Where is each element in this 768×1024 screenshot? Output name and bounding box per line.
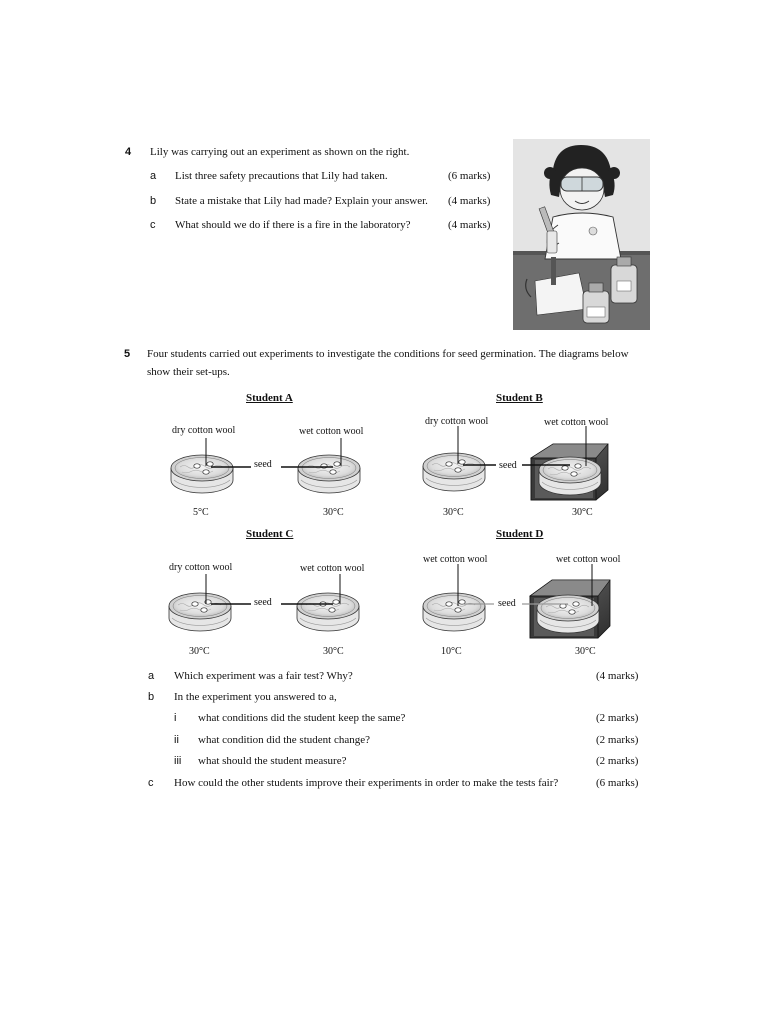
student-a-seed-label: seed xyxy=(254,459,272,470)
q4-part-c-letter: c xyxy=(150,219,156,231)
student-d-left-temp: 10°C xyxy=(441,646,462,657)
question-4-number: 4 xyxy=(125,146,132,158)
student-c-title: Student C xyxy=(246,528,294,540)
q5-part-c-text: How could the other students improve their experiments in order to make the tests fair? xyxy=(174,777,559,789)
lily-experiment-illustration xyxy=(513,139,650,330)
student-a-right-label: wet cotton wool xyxy=(299,426,364,437)
q5-part-b-iii-letter: iii xyxy=(174,755,182,767)
student-c-left-temp: 30°C xyxy=(189,646,210,657)
student-a-left-temp: 5°C xyxy=(193,507,209,518)
q4-part-c-text: What should we do if there is a fire in the laboratory? xyxy=(175,219,411,231)
q5-part-b-text: In the experiment you answered to a, xyxy=(174,691,337,703)
question-4-stem: Lily was carrying out an experiment as shown on the right. xyxy=(150,146,410,158)
q5-part-a-text: Which experiment was a fair test? Why? xyxy=(174,670,353,682)
student-c-seed-label: seed xyxy=(254,597,272,608)
student-a-diagram xyxy=(165,436,375,503)
student-c-right-label: wet cotton wool xyxy=(300,563,365,574)
q5-part-b-ii-marks: (2 marks) xyxy=(596,734,639,746)
q5-part-b-i-text: what conditions did the student keep the same? xyxy=(198,712,406,724)
q4-part-a-letter: a xyxy=(150,170,157,182)
question-5-stem-line1: Four students carried out experiments to investigate the conditions for seed germination. The diagrams below xyxy=(147,348,629,360)
q5-part-b-iii-marks: (2 marks) xyxy=(596,755,639,767)
q5-part-a-letter: a xyxy=(148,670,155,682)
student-a-left-label: dry cotton wool xyxy=(172,425,236,436)
q5-part-b-letter: b xyxy=(148,691,155,703)
q5-part-c-marks: (6 marks) xyxy=(596,777,639,789)
student-d-title: Student D xyxy=(496,528,544,540)
q4-part-b-letter: b xyxy=(150,195,157,207)
student-b-left-temp: 30°C xyxy=(443,507,464,518)
student-d-right-temp: 30°C xyxy=(575,646,596,657)
q5-part-b-ii-letter: ii xyxy=(174,734,179,746)
student-c-right-temp: 30°C xyxy=(323,646,344,657)
q5-part-a-marks: (4 marks) xyxy=(596,670,639,682)
student-b-diagram xyxy=(418,426,618,507)
q4-part-b-marks: (4 marks) xyxy=(448,195,491,207)
student-d-right-label: wet cotton wool xyxy=(556,554,621,565)
student-b-left-label: dry cotton wool xyxy=(425,416,489,427)
q4-part-b-text: State a mistake that Lily had made? Explain your answer. xyxy=(175,195,428,207)
q4-part-a-marks: (6 marks) xyxy=(448,170,491,182)
student-c-diagram xyxy=(163,574,375,643)
q5-part-b-i-marks: (2 marks) xyxy=(596,712,639,724)
student-b-right-label: wet cotton wool xyxy=(544,417,609,428)
student-b-right-temp: 30°C xyxy=(572,507,593,518)
question-5-number: 5 xyxy=(124,348,131,360)
student-b-seed-label: seed xyxy=(499,460,517,471)
student-a-title: Student A xyxy=(246,392,293,404)
q5-part-b-i-letter: i xyxy=(174,712,177,724)
student-d-seed-label: seed xyxy=(498,598,516,609)
student-b-title: Student B xyxy=(496,392,543,404)
student-a-right-temp: 30°C xyxy=(323,507,344,518)
student-c-left-label: dry cotton wool xyxy=(169,562,233,573)
q5-part-b-ii-text: what condition did the student change? xyxy=(198,734,370,746)
q5-part-b-iii-text: what should the student measure? xyxy=(198,755,347,767)
question-5-stem-line2: show their set-ups. xyxy=(147,366,230,378)
student-d-diagram xyxy=(418,564,628,645)
q5-part-c-letter: c xyxy=(148,777,154,789)
q4-part-a-text: List three safety precautions that Lily had taken. xyxy=(175,170,388,182)
student-d-left-label: wet cotton wool xyxy=(423,554,488,565)
q4-part-c-marks: (4 marks) xyxy=(448,219,491,231)
